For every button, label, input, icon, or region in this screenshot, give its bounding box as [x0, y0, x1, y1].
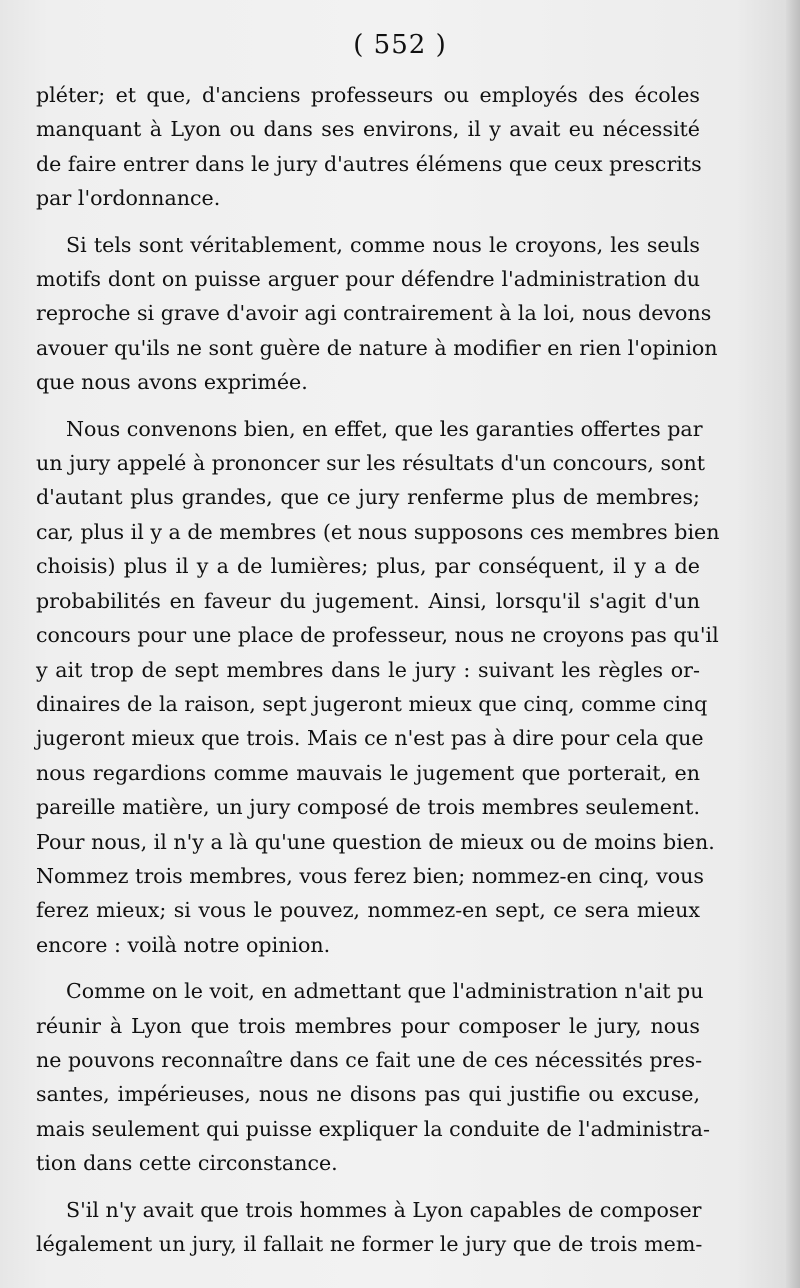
- text-line: mais seulement qui puisse expliquer la conduite de l'administra-: [36, 1116, 710, 1141]
- text-line: probabilités en faveur du jugement. Ainsi, lorsqu'il s'agit d'un: [36, 588, 700, 613]
- text-line: Nommez trois membres, vous ferez bien; nommez-en cinq, vous: [36, 863, 704, 888]
- text-line: légalement un jury, il fallait ne former le jury que de trois mem-: [36, 1232, 703, 1256]
- text-line: Pour nous, il n'y a là qu'une question de mieux ou de moins bien.: [36, 829, 715, 854]
- text-line: Comme on le voit, en admettant que l'administration n'ait pu: [66, 979, 704, 1004]
- text-line: manquant à Lyon ou dans ses environs, il y avait eu nécessité: [36, 117, 700, 142]
- text-line: y ait trop de sept membres dans le jury : suivant les règles or-: [36, 657, 700, 682]
- paragraph: [36, 412, 720, 963]
- page-number: ( 552 ): [353, 30, 447, 60]
- text-line: choisis) plus il y a de lumières; plus, par conséquent, il y a de: [36, 554, 700, 579]
- text-line: avouer qu'ils ne sont guère de nature à modifier en rien l'opinion: [36, 335, 718, 360]
- text-line: ne pouvons reconnaître dans ce fait une de ces nécessités pres-: [36, 1047, 703, 1072]
- text-line: dinaires de la raison, sept jugeront mieux que cinq, comme cinq: [36, 691, 708, 716]
- text-line: santes, impérieuses, nous ne disons pas qui justifie ou excuse,: [36, 1082, 700, 1107]
- text-line: S'il n'y avait que trois hommes à Lyon capables de composer: [66, 1197, 702, 1222]
- text-line: tion dans cette circonstance.: [36, 1151, 338, 1176]
- text-line: nous regardions comme mauvais le jugement que porterait, en: [36, 760, 700, 785]
- text-line: motifs dont on puisse arguer pour défendre l'administration du: [36, 267, 700, 292]
- text-line: pareille matière, un jury composé de trois membres seulement.: [36, 795, 700, 820]
- text-line: pléter; et que, d'anciens professeurs ou employés des écoles: [36, 83, 700, 107]
- text-line: concours pour une place de professeur, nous ne croyons pas qu'il: [36, 623, 719, 648]
- paragraph: [36, 78, 700, 216]
- text-line: Si tels sont véritablement, comme nous le croyons, les seuls: [66, 232, 700, 257]
- text-line: car, plus il y a de membres (et nous supposons ces membres bien: [36, 519, 720, 544]
- text-line: d'autant plus grandes, que ce jury renferme plus de membres;: [36, 485, 700, 510]
- paragraph: [36, 1193, 703, 1262]
- text-line: reproche si grave d'avoir agi contrairement à la loi, nous devons: [36, 301, 712, 326]
- paragraph: [36, 228, 718, 400]
- text-line: par l'ordonnance.: [36, 186, 221, 211]
- text-line: encore : voilà notre opinion.: [36, 932, 331, 957]
- text-line: un jury appelé à prononcer sur les résultats d'un concours, sont: [36, 451, 706, 476]
- page-edge-shadow: [786, 0, 800, 1288]
- text-line: que nous avons exprimée.: [36, 370, 308, 395]
- paragraph: [36, 974, 710, 1180]
- text-line: ferez mieux; si vous le pouvez, nommez-en sept, ce sera mieux: [36, 898, 700, 923]
- text-line: de faire entrer dans le jury d'autres élémens que ceux prescrits: [36, 151, 702, 176]
- text-line: Nous convenons bien, en effet, que les garanties offertes par: [66, 416, 703, 441]
- body-text: [36, 78, 720, 1273]
- text-line: jugeront mieux que trois. Mais ce n'est pas à dire pour cela que: [36, 726, 704, 751]
- text-line: réunir à Lyon que trois membres pour composer le jury, nous: [36, 1013, 700, 1038]
